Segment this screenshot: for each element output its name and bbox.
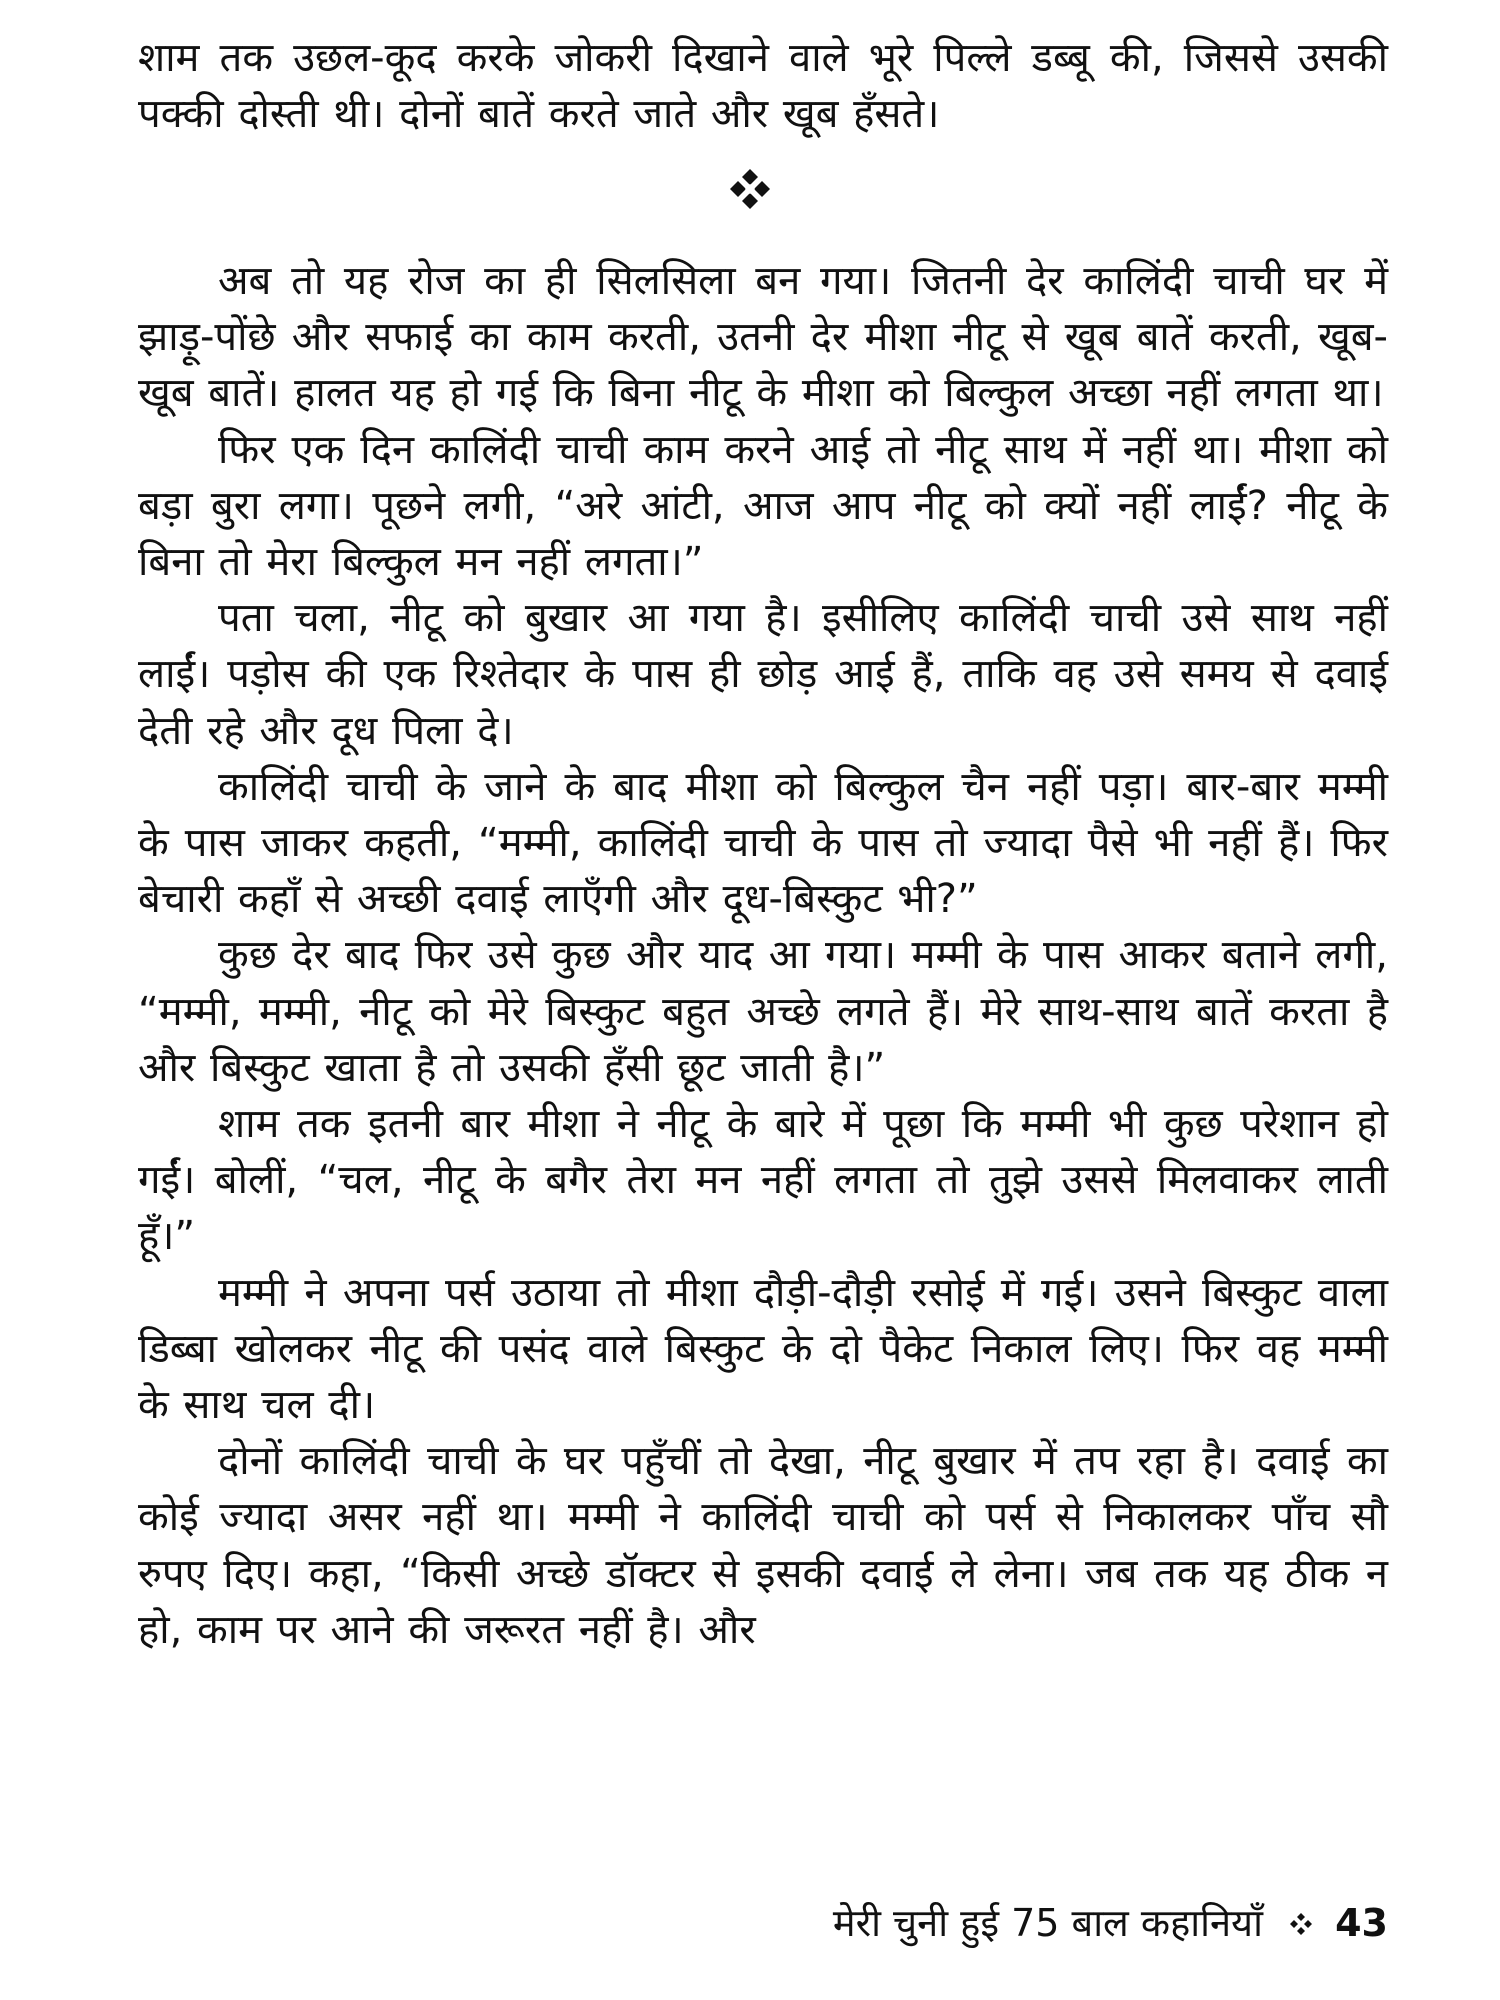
- paragraph: कुछ देर बाद फिर उसे कुछ और याद आ गया। मम्मी के पास आकर बताने लगी, “मम्मी, मम्मी, नीटू को मेरे बिस्कुट बहुत अच्छे लगते हैं। मेरे साथ-साथ बातें करता है और बिस्कुट खाता है तो उसकी हँसी छूट जाती है।”: [138, 932, 1388, 1091]
- paragraph: पता चला, नीटू को बुखार आ गया है। इसीलिए कालिंदी चाची उसे साथ नहीं लाईं। पड़ोस की एक रिश्तेदार के पास ही छोड़ आई हैं, ताकि वह उसे समय से दवाई देती रहे और दूध पिला दे।: [138, 595, 1388, 754]
- intro-text-block: [138, 30, 1388, 142]
- section-separator: [0, 160, 1500, 211]
- paragraph: अब तो यह रोज का ही सिलसिला बन गया। जितनी देर कालिंदी चाची घर में झाड़ू-पोंछे और सफाई का काम करती, उतनी देर मीशा नीटू से खूब बातें करती, खूब-खूब बातें। हालत यह हो गई कि बिना नीटू के मीशा को बिल्कुल अच्छा नहीं लगता था।: [138, 258, 1388, 417]
- page-number: 43: [1335, 1900, 1388, 1945]
- paragraph: दोनों कालिंदी चाची के घर पहुँचीं तो देखा, नीटू बुखार में तप रहा है। दवाई का कोई ज्यादा असर नहीं था। मम्मी ने कालिंदी चाची को पर्स से निकालकर पाँच सौ रुपए दिए। कहा, “किसी अच्छे डॉक्टर से इसकी दवाई ले लेना। जब तक यह ठीक न हो, काम पर आने की जरूरत नहीं है। और: [138, 1438, 1388, 1653]
- diamond-ornament-icon: [728, 158, 772, 212]
- footer-book-title: मेरी चुनी हुई 75 बाल कहानियाँ: [832, 1900, 1263, 1945]
- paragraph: कालिंदी चाची के जाने के बाद मीशा को बिल्कुल चैन नहीं पड़ा। बार-बार मम्मी के पास जाकर कहती, “मम्मी, कालिंदी चाची के पास तो ज्यादा पैसे भी नहीं हैं। फिर बेचारी कहाँ से अच्छी दवाई लाएँगी और दूध-बिस्कुट भी?”: [138, 763, 1388, 923]
- diamond-bullet-icon: [1289, 1898, 1313, 1948]
- paragraph-intro: शाम तक उछल-कूद करके जोकरी दिखाने वाले भूरे पिल्ले डब्बू की, जिससे उसकी पक्की दोस्ती थी। दोनों बातें करते जाते और खूब हँसते।: [138, 35, 1388, 138]
- paragraph: फिर एक दिन कालिंदी चाची काम करने आई तो नीटू साथ में नहीं था। मीशा को बड़ा बुरा लगा। पूछने लगी, “अरे आंटी, आज आप नीटू को क्यों नहीं लाईं? नीटू के बिना तो मेरा बिल्कुल मन नहीं लगता।”: [138, 426, 1388, 586]
- page-footer: [833, 1895, 1388, 1948]
- paragraph: शाम तक इतनी बार मीशा ने नीटू के बारे में पूछा कि मम्मी भी कुछ परेशान हो गईं। बोलीं, “चल, नीटू के बगैर तेरा मन नहीं लगता तो तुझे उससे मिलवाकर लाती हूँ।”: [138, 1101, 1388, 1260]
- main-text-block: [138, 253, 1388, 1658]
- paragraph: मम्मी ने अपना पर्स उठाया तो मीशा दौड़ी-दौड़ी रसोई में गई। उसने बिस्कुट वाला डिब्बा खोलकर नीटू की पसंद वाले बिस्कुट के दो पैकेट निकाल लिए। फिर वह मम्मी के साथ चल दी।: [138, 1269, 1388, 1429]
